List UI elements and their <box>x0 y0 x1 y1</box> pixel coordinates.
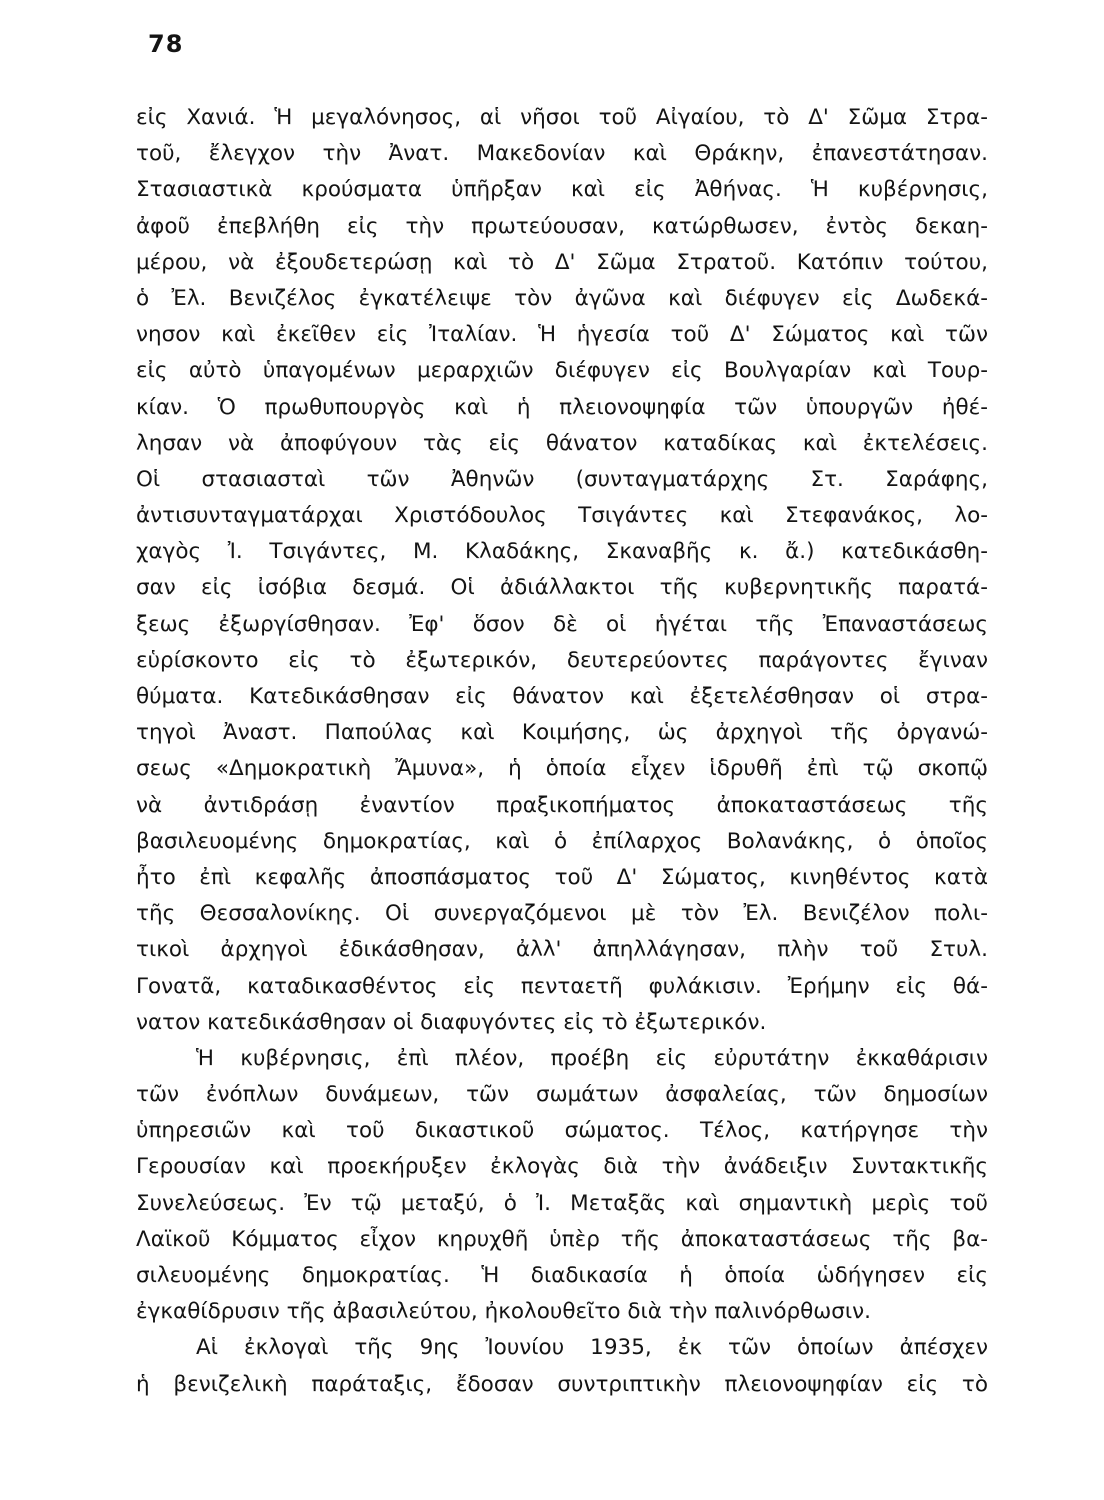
body-text <box>136 100 988 1403</box>
text-line: νὰ ἀντιδράσῃ ἐναντίον πραξικοπήματος ἀποκαταστάσεως τῆς <box>136 792 988 818</box>
text-line: ὁ Ἐλ. Βενιζέλος ἐγκατέλειψε τὸν ἀγῶνα καὶ διέφυγεν εἰς Δωδεκά- <box>136 285 988 311</box>
text-line: Αἱ ἐκλογαὶ τῆς 9ης Ἰουνίου 1935, ἐκ τῶν ὁποίων ἀπέσχεν <box>196 1335 988 1361</box>
text-line: σεως «Δημοκρατικὴ Ἄμυνα», ἡ ὁποία εἶχεν ἱδρυθῆ ἐπὶ τῷ σκοπῷ <box>136 756 988 782</box>
paragraph-1 <box>136 100 988 1041</box>
text-line: χαγὸς Ἰ. Τσιγάντες, Μ. Κλαδάκης, Σκαναβῆς κ. ἄ.) κατεδικάσθη- <box>136 539 988 565</box>
text-line: Ἡ κυβέρνησις, ἐπὶ πλέον, προέβη εἰς εὐρυτάτην ἐκκαθάρισιν <box>196 1045 988 1071</box>
text-line: κίαν. Ὁ πρωθυπουργὸς καὶ ἡ πλειονοψηφία τῶν ὑπουργῶν ἠθέ- <box>136 394 988 420</box>
text-line: τῆς Θεσσαλονίκης. Οἱ συνεργαζόμενοι μὲ τὸν Ἐλ. Βενιζέλον πολι- <box>136 901 988 927</box>
text-line: εὑρίσκοντο εἰς τὸ ἐξωτερικόν, δευτερεύοντες παράγοντες ἔγιναν <box>136 647 988 673</box>
page-number: 78 <box>148 30 184 58</box>
text-line: εἰς Χανιά. Ἡ μεγαλόνησος, αἱ νῆσοι τοῦ Αἰγαίου, τὸ Δ' Σῶμα Στρα- <box>136 105 988 130</box>
text-line: ἀφοῦ ἐπεβλήθη εἰς τὴν πρωτεύουσαν, κατώρθωσεν, ἐντὸς δεκαη- <box>136 213 988 239</box>
text-line: Λαϊκοῦ Κόμματος εἶχον κηρυχθῆ ὑπὲρ τῆς ἀποκαταστάσεως τῆς βα- <box>136 1226 988 1252</box>
text-line: τικοὶ ἀρχηγοὶ ἐδικάσθησαν, ἀλλ' ἀπηλλάγησαν, πλὴν τοῦ Στυλ. <box>136 937 988 963</box>
text-line: βασιλευομένης δημοκρατίας, καὶ ὁ ἐπίλαρχος Βολανάκης, ὁ ὁποῖος <box>136 828 988 854</box>
text-line: Γονατᾶ, καταδικασθέντος εἰς πενταετῆ φυλάκισιν. Ἐρήμην εἰς θά- <box>136 973 988 999</box>
text-line: νατον κατεδικάσθησαν οἱ διαφυγόντες εἰς τὸ ἐξωτερικόν. <box>136 1009 767 1035</box>
text-line: τοῦ, ἔλεγχον τὴν Ἀνατ. Μακεδονίαν καὶ Θράκην, ἐπανεστάτησαν. <box>136 141 988 167</box>
text-line: Στασιαστικὰ κρούσματα ὑπῆρξαν καὶ εἰς Ἀθήνας. Ἡ κυβέρνησις, <box>136 177 988 203</box>
text-line: ξεως ἐξωργίσθησαν. Ἐφ' ὅσον δὲ οἱ ἡγέται τῆς Ἐπαναστάσεως <box>136 611 988 637</box>
text-line: τῶν ἐνόπλων δυνάμεων, τῶν σωμάτων ἀσφαλείας, τῶν δημοσίων <box>136 1082 988 1108</box>
text-line: ὑπηρεσιῶν καὶ τοῦ δικαστικοῦ σώματος. Τέλος, κατήργησε τὴν <box>136 1118 988 1144</box>
text-line: ἐγκαθίδρυσιν τῆς ἀβασιλεύτου, ἠκολουθεῖτο διὰ τὴν παλινόρθωσιν. <box>136 1299 872 1325</box>
text-line: νησον καὶ ἐκεῖθεν εἰς Ἰταλίαν. Ἡ ἡγεσία τοῦ Δ' Σώματος καὶ τῶν <box>136 322 988 348</box>
paragraph-2 <box>136 1041 988 1331</box>
text-line: τηγοὶ Ἀναστ. Παπούλας καὶ Κοιμήσης, ὡς ἀρχηγοὶ τῆς ὀργανώ- <box>136 720 988 746</box>
text-line: ἦτο ἐπὶ κεφαλῆς ἀποσπάσματος τοῦ Δ' Σώματος, κινηθέντος κατὰ <box>136 864 988 890</box>
text-line: Γερουσίαν καὶ προεκήρυξεν ἐκλογὰς διὰ τὴν ἀνάδειξιν Συντακτικῆς <box>136 1154 988 1180</box>
text-line: εἰς αὐτὸ ὑπαγομένων μεραρχιῶν διέφυγεν εἰς Βουλγαρίαν καὶ Τουρ- <box>136 358 988 384</box>
text-line: θύματα. Κατεδικάσθησαν εἰς θάνατον καὶ ἐξετελέσθησαν οἱ στρα- <box>136 684 988 709</box>
text-line: σαν εἰς ἰσόβια δεσμά. Οἱ ἀδιάλλακτοι τῆς κυβερνητικῆς παρατά- <box>136 575 988 601</box>
text-line: Οἱ στασιασταὶ τῶν Ἀθηνῶν (συνταγματάρχης Στ. Σαράφης, <box>136 466 988 492</box>
text-line: ἀντισυνταγματάρχαι Χριστόδουλος Τσιγάντες καὶ Στεφανάκος, λο- <box>136 503 988 529</box>
text-line: λησαν νὰ ἀποφύγουν τὰς εἰς θάνατον καταδίκας καὶ ἐκτελέσεις. <box>136 430 988 456</box>
text-line: μέρου, νὰ ἐξουδετερώσῃ καὶ τὸ Δ' Σῶμα Στρατοῦ. Κατόπιν τούτου, <box>136 249 988 275</box>
text-line: σιλευομένης δημοκρατίας. Ἡ διαδικασία ἡ ὁποία ὡδήγησεν εἰς <box>136 1263 988 1288</box>
text-line: ἡ βενιζελικὴ παράταξις, ἔδοσαν συντριπτικὴν πλειονοψηφίαν εἰς τὸ <box>136 1371 988 1397</box>
paragraph-3 <box>136 1330 988 1402</box>
text-line: Συνελεύσεως. Ἐν τῷ μεταξύ, ὁ Ἰ. Μεταξᾶς καὶ σημαντικὴ μερὶς τοῦ <box>136 1190 988 1216</box>
